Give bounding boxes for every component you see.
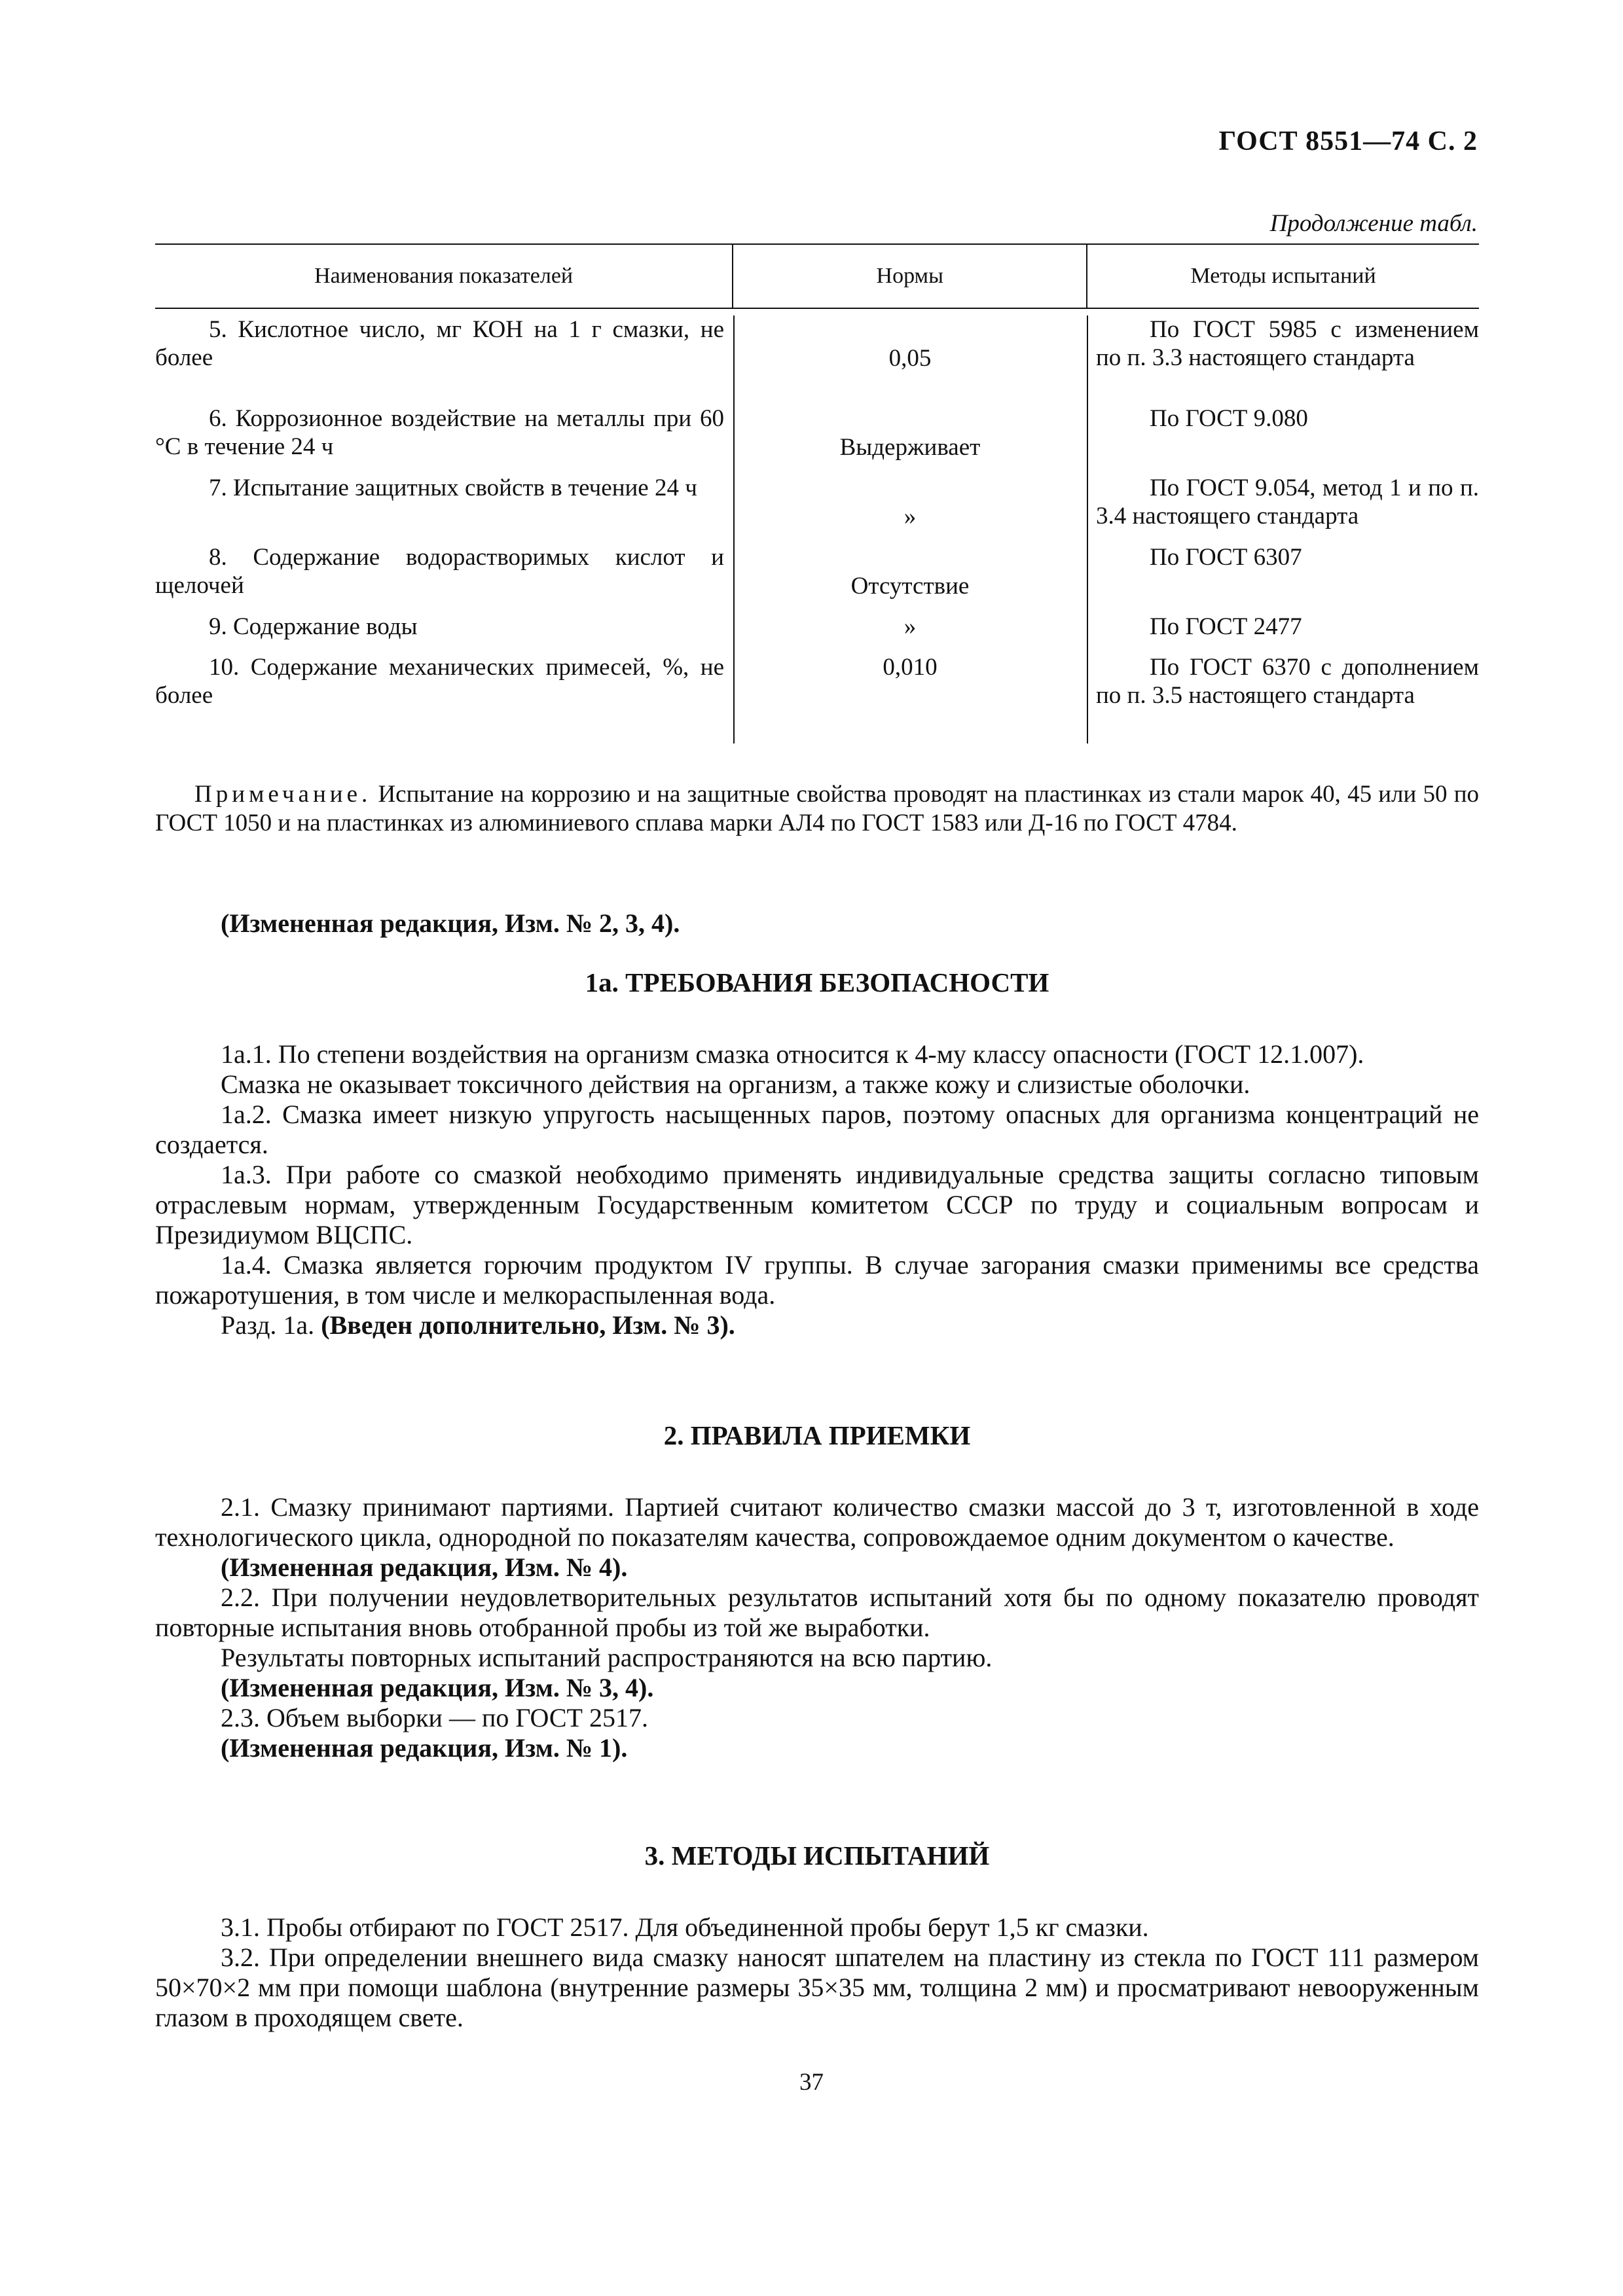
amendment-text: (Измененная редакция, Изм. № 3, 4). — [221, 1673, 654, 1702]
row-norm: Выдерживает — [839, 434, 981, 461]
section-1a — [155, 967, 1479, 1340]
table-continuation-label: Продолжение табл. — [1269, 210, 1478, 237]
page-number: 37 — [799, 2069, 824, 2096]
row-name: 9. Содержание воды — [209, 613, 418, 640]
table-body — [155, 315, 1479, 744]
column-header-method: Методы испытаний — [1086, 245, 1479, 308]
row-name: 5. Кислотное число, мг КОН на 1 г смазки, не более — [155, 316, 724, 371]
table-row — [155, 404, 1479, 474]
paragraph: Смазка не оказывает токсичного действия на организм, а также кожу и слизистые оболочки. — [221, 1069, 1250, 1099]
paragraph: 1а.2. Смазка имеет низкую упругость насыщенных паров, поэтому опасных для организма концентраций не создается. — [155, 1100, 1479, 1159]
paragraph: 3.1. Пробы отбирают по ГОСТ 2517. Для объединенной пробы берут 1,5 кг смазки. — [221, 1912, 1149, 1942]
paragraph: Результаты повторных испытаний распространяются на всю партию. — [221, 1643, 993, 1672]
column-header-norm: Нормы — [732, 245, 1086, 308]
row-norm: » — [903, 613, 917, 640]
paragraph: 2.3. Объем выборки — по ГОСТ 2517. — [221, 1703, 648, 1732]
table-header-row — [155, 243, 1479, 309]
amendment-text: (Введен дополнительно, Изм. № 3). — [321, 1310, 735, 1340]
note-text: Испытание на коррозию и на защитные свойства проводят на пластинках из стали марок 40, 45 или 50 по ГОСТ 1050 и на пластинках из алюминиевого сплава марки АЛ4 по ГОСТ 1583 или Д-16 по ГОСТ 4784. — [155, 781, 1480, 836]
table-row — [155, 543, 1479, 613]
paragraph: 1а.3. При работе со смазкой необходимо применять индивидуальные средства защиты согласно типовым отраслевым нормам, утвержденным Государственным комитетом СССР по труду и социальным вопросам и Президиумом ВЦСПС. — [155, 1160, 1479, 1249]
amendment-text: (Измененная редакция, Изм. № 1). — [221, 1733, 628, 1763]
section-3 — [155, 1840, 1479, 2033]
paragraph: 2.1. Смазку принимают партиями. Партией считают количество смазки массой до 3 т, изготовленной в ходе технологического цикла, однородной по показателям качества, сопровождаемое одним документом о качестве. — [155, 1492, 1479, 1552]
row-method: По ГОСТ 9.080 — [1150, 405, 1308, 432]
row-name: 10. Содержание механических примесей, %, не более — [155, 654, 724, 709]
table-divider — [733, 315, 735, 744]
section-title: 1а. ТРЕБОВАНИЯ БЕЗОПАСНОСТИ — [585, 967, 1049, 997]
row-norm: » — [903, 503, 917, 530]
paragraph: 1а.4. Смазка является горючим продуктом IV группы. В случае загорания смазки применимы все средства пожаротушения, в том числе и мелкораспыленная вода. — [155, 1250, 1479, 1310]
row-method: По ГОСТ 6307 — [1150, 544, 1302, 571]
table-divider — [1087, 315, 1088, 744]
paragraph: 1а.1. По степени воздействия на организм смазка относится к 4-му классу опасности (ГОСТ 12.1.007). — [221, 1039, 1364, 1069]
amendment-note — [155, 908, 1479, 939]
row-method: По ГОСТ 5985 с изменением по п. 3.3 настоящего стандарта — [1096, 316, 1479, 371]
table-row — [155, 653, 1479, 744]
section-title: 3. МЕТОДЫ ИСПЫТАНИЙ — [644, 1840, 990, 1871]
row-name: 6. Коррозионное воздействие на металлы при 60 °С в течение 24 ч — [155, 405, 724, 460]
row-name: 8. Содержание водорастворимых кислот и щелочей — [155, 544, 724, 599]
paragraph: 2.2. При получении неудовлетворительных результатов испытаний хотя бы по одному показателю проводят повторные испытания вновь отобранной пробы из той же выработки. — [155, 1583, 1479, 1642]
column-header-name: Наименования показателей — [314, 264, 574, 288]
section-title: 2. ПРАВИЛА ПРИЕМКИ — [663, 1420, 971, 1450]
amendment-text: (Измененная редакция, Изм. № 4). — [221, 1552, 628, 1582]
row-norm: 0,010 — [883, 654, 938, 681]
row-norm: 0,05 — [888, 345, 932, 372]
paragraph — [155, 1310, 1479, 1340]
row-method: По ГОСТ 9.054, метод 1 и по п. 3.4 настоящего стандарта — [1096, 475, 1479, 529]
row-method: По ГОСТ 6370 с дополнением по п. 3.5 настоящего стандарта — [1096, 654, 1479, 709]
table-row — [155, 474, 1479, 543]
section-2 — [155, 1420, 1479, 1763]
section-ref: Разд. 1а. — [221, 1310, 315, 1340]
row-norm: Отсутствие — [850, 573, 970, 600]
specs-table — [155, 243, 1479, 744]
row-method: По ГОСТ 2477 — [1150, 613, 1302, 640]
amendment-text: (Измененная редакция, Изм. № 2, 3, 4). — [221, 908, 680, 938]
row-name: 7. Испытание защитных свойств в течение 24 ч — [209, 475, 697, 501]
table-row — [155, 613, 1479, 653]
document-header: ГОСТ 8551—74 С. 2 — [1218, 126, 1478, 156]
note-label: Примечание. — [194, 781, 372, 808]
table-row — [155, 315, 1479, 404]
table-note — [155, 780, 1479, 838]
paragraph: 3.2. При определении внешнего вида смазку наносят шпателем на пластину из стекла по ГОСТ 111 размером 50×70×2 мм при помощи шаблона (внутренние размеры 35×35 мм, толщина 2 мм) и просматривают невооруженным глазом в проходящем свете. — [155, 1943, 1479, 2032]
